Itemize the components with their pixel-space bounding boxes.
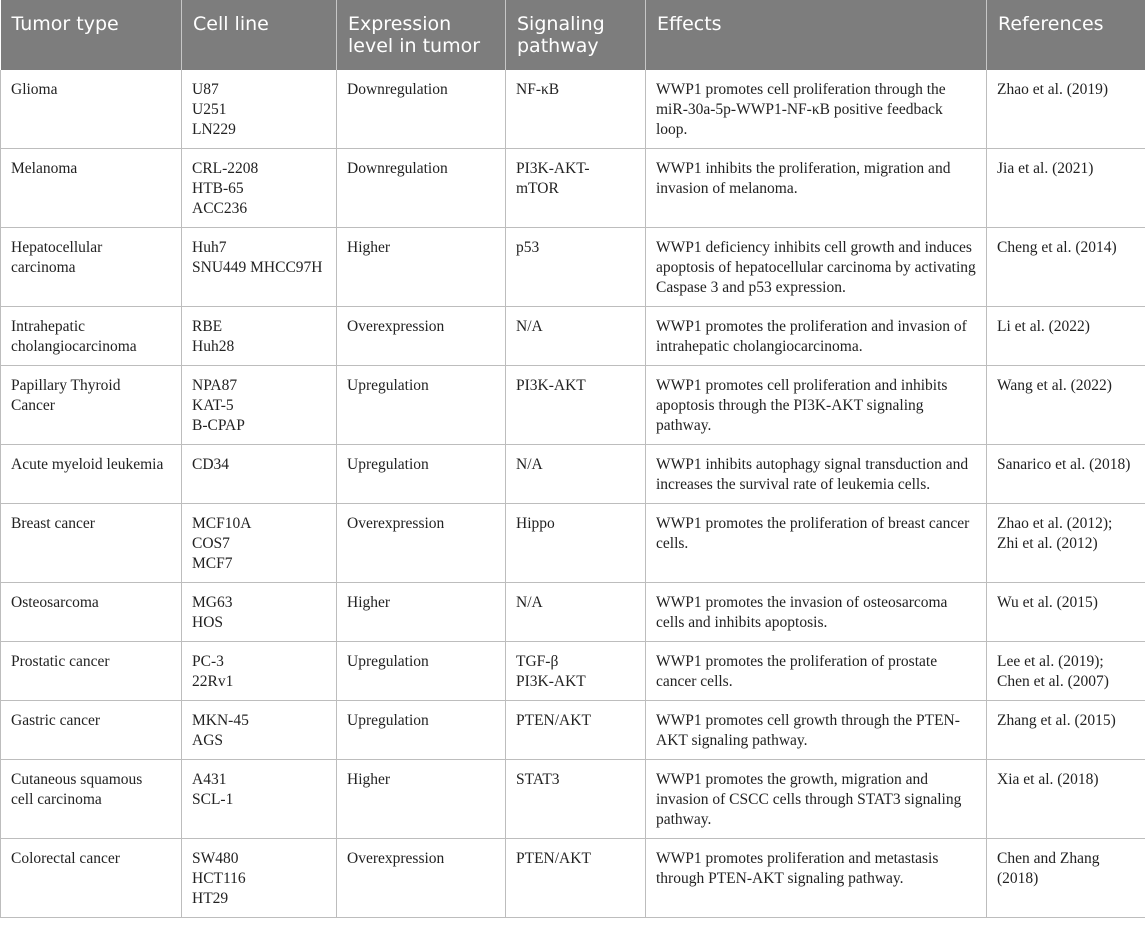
cell-line-cell: A431 SCL-1 xyxy=(182,760,337,839)
effects-cell: WWP1 promotes cell proliferation and inhibits apoptosis through the PI3K-AKT signaling pathway. xyxy=(646,366,987,445)
table-row xyxy=(1,642,1145,701)
header-tumor-type: Tumor type xyxy=(1,0,182,70)
effects-cell: WWP1 deficiency inhibits cell growth and induces apoptosis of hepatocellular carcinoma by activating Caspase 3 and p53 expression. xyxy=(646,228,987,307)
tumor-type-cell: Cutaneous squamous cell carcinoma xyxy=(1,760,182,839)
references-cell: Zhao et al. (2012); Zhi et al. (2012) xyxy=(987,504,1145,583)
pathway-cell: NF-κB xyxy=(506,70,646,149)
pathway-cell: N/A xyxy=(506,445,646,504)
cell-line-cell: SW480 HCT116 HT29 xyxy=(182,839,337,918)
pathway-cell: N/A xyxy=(506,307,646,366)
references-cell: Chen and Zhang (2018) xyxy=(987,839,1145,918)
expression-cell: Overexpression xyxy=(337,307,506,366)
table-row xyxy=(1,149,1145,228)
pathway-cell: PTEN/AKT xyxy=(506,839,646,918)
expression-cell: Overexpression xyxy=(337,504,506,583)
header-cell-line: Cell line xyxy=(182,0,337,70)
tumor-type-cell: Intrahepatic cholangiocarcinoma xyxy=(1,307,182,366)
tumor-type-cell: Gastric cancer xyxy=(1,701,182,760)
expression-cell: Upregulation xyxy=(337,366,506,445)
header-row xyxy=(1,0,1145,70)
references-cell: Zhao et al. (2019) xyxy=(987,70,1145,149)
tumor-type-cell: Hepatocellular carcinoma xyxy=(1,228,182,307)
cell-line-cell: CD34 xyxy=(182,445,337,504)
references-cell: Wang et al. (2022) xyxy=(987,366,1145,445)
effects-cell: WWP1 inhibits the proliferation, migration and invasion of melanoma. xyxy=(646,149,987,228)
cell-line-cell: RBE Huh28 xyxy=(182,307,337,366)
effects-cell: WWP1 promotes the proliferation of breast cancer cells. xyxy=(646,504,987,583)
expression-cell: Higher xyxy=(337,583,506,642)
expression-cell: Upregulation xyxy=(337,701,506,760)
table-row xyxy=(1,760,1145,839)
table-row xyxy=(1,583,1145,642)
table-row xyxy=(1,228,1145,307)
expression-cell: Upregulation xyxy=(337,445,506,504)
expression-cell: Upregulation xyxy=(337,642,506,701)
pathway-cell: STAT3 xyxy=(506,760,646,839)
header-references: References xyxy=(987,0,1145,70)
pathway-cell: TGF-β PI3K-AKT xyxy=(506,642,646,701)
effects-cell: WWP1 promotes cell proliferation through the miR-30a-5p-WWP1-NF-κB positive feedback loop. xyxy=(646,70,987,149)
expression-cell: Downregulation xyxy=(337,149,506,228)
effects-cell: WWP1 promotes cell growth through the PTEN-AKT signaling pathway. xyxy=(646,701,987,760)
tumor-type-cell: Melanoma xyxy=(1,149,182,228)
table-row xyxy=(1,445,1145,504)
table-row xyxy=(1,307,1145,366)
header-effects: Effects xyxy=(646,0,987,70)
references-cell: Wu et al. (2015) xyxy=(987,583,1145,642)
pathway-cell: Hippo xyxy=(506,504,646,583)
tumor-type-cell: Papillary Thyroid Cancer xyxy=(1,366,182,445)
tumor-type-cell: Osteosarcoma xyxy=(1,583,182,642)
cell-line-cell: MCF10A COS7 MCF7 xyxy=(182,504,337,583)
cell-line-cell: U87 U251 LN229 xyxy=(182,70,337,149)
table-row xyxy=(1,839,1145,918)
references-cell: Lee et al. (2019); Chen et al. (2007) xyxy=(987,642,1145,701)
cell-line-cell: CRL-2208 HTB-65 ACC236 xyxy=(182,149,337,228)
header-expression-level: Expression level in tumor xyxy=(337,0,506,70)
header-signaling-pathway: Signaling pathway xyxy=(506,0,646,70)
effects-cell: WWP1 promotes the invasion of osteosarcoma cells and inhibits apoptosis. xyxy=(646,583,987,642)
cell-line-cell: Huh7 SNU449 MHCC97H xyxy=(182,228,337,307)
table-row xyxy=(1,504,1145,583)
references-cell: Xia et al. (2018) xyxy=(987,760,1145,839)
cell-line-cell: MKN-45 AGS xyxy=(182,701,337,760)
tumor-type-cell: Colorectal cancer xyxy=(1,839,182,918)
expression-cell: Higher xyxy=(337,760,506,839)
effects-cell: WWP1 promotes the growth, migration and invasion of CSCC cells through STAT3 signaling pathway. xyxy=(646,760,987,839)
references-cell: Sanarico et al. (2018) xyxy=(987,445,1145,504)
pathway-cell: p53 xyxy=(506,228,646,307)
cell-line-cell: MG63 HOS xyxy=(182,583,337,642)
pathway-cell: PI3K-AKT xyxy=(506,366,646,445)
tumor-type-cell: Breast cancer xyxy=(1,504,182,583)
references-cell: Jia et al. (2021) xyxy=(987,149,1145,228)
effects-cell: WWP1 promotes proliferation and metastasis through PTEN-AKT signaling pathway. xyxy=(646,839,987,918)
pathway-cell: PTEN/AKT xyxy=(506,701,646,760)
effects-cell: WWP1 promotes the proliferation of prostate cancer cells. xyxy=(646,642,987,701)
pathway-cell: PI3K-AKT- mTOR xyxy=(506,149,646,228)
pathway-cell: N/A xyxy=(506,583,646,642)
references-cell: Zhang et al. (2015) xyxy=(987,701,1145,760)
expression-cell: Overexpression xyxy=(337,839,506,918)
effects-cell: WWP1 inhibits autophagy signal transduction and increases the survival rate of leukemia cells. xyxy=(646,445,987,504)
references-cell: Cheng et al. (2014) xyxy=(987,228,1145,307)
table-row xyxy=(1,701,1145,760)
table-row xyxy=(1,70,1145,149)
references-cell: Li et al. (2022) xyxy=(987,307,1145,366)
tumor-type-cell: Prostatic cancer xyxy=(1,642,182,701)
expression-cell: Higher xyxy=(337,228,506,307)
cell-line-cell: PC-3 22Rv1 xyxy=(182,642,337,701)
cell-line-cell: NPA87 KAT-5 B-CPAP xyxy=(182,366,337,445)
expression-cell: Downregulation xyxy=(337,70,506,149)
tumor-type-cell: Glioma xyxy=(1,70,182,149)
effects-cell: WWP1 promotes the proliferation and invasion of intrahepatic cholangiocarcinoma. xyxy=(646,307,987,366)
tumor-type-cell: Acute myeloid leukemia xyxy=(1,445,182,504)
table-row xyxy=(1,366,1145,445)
